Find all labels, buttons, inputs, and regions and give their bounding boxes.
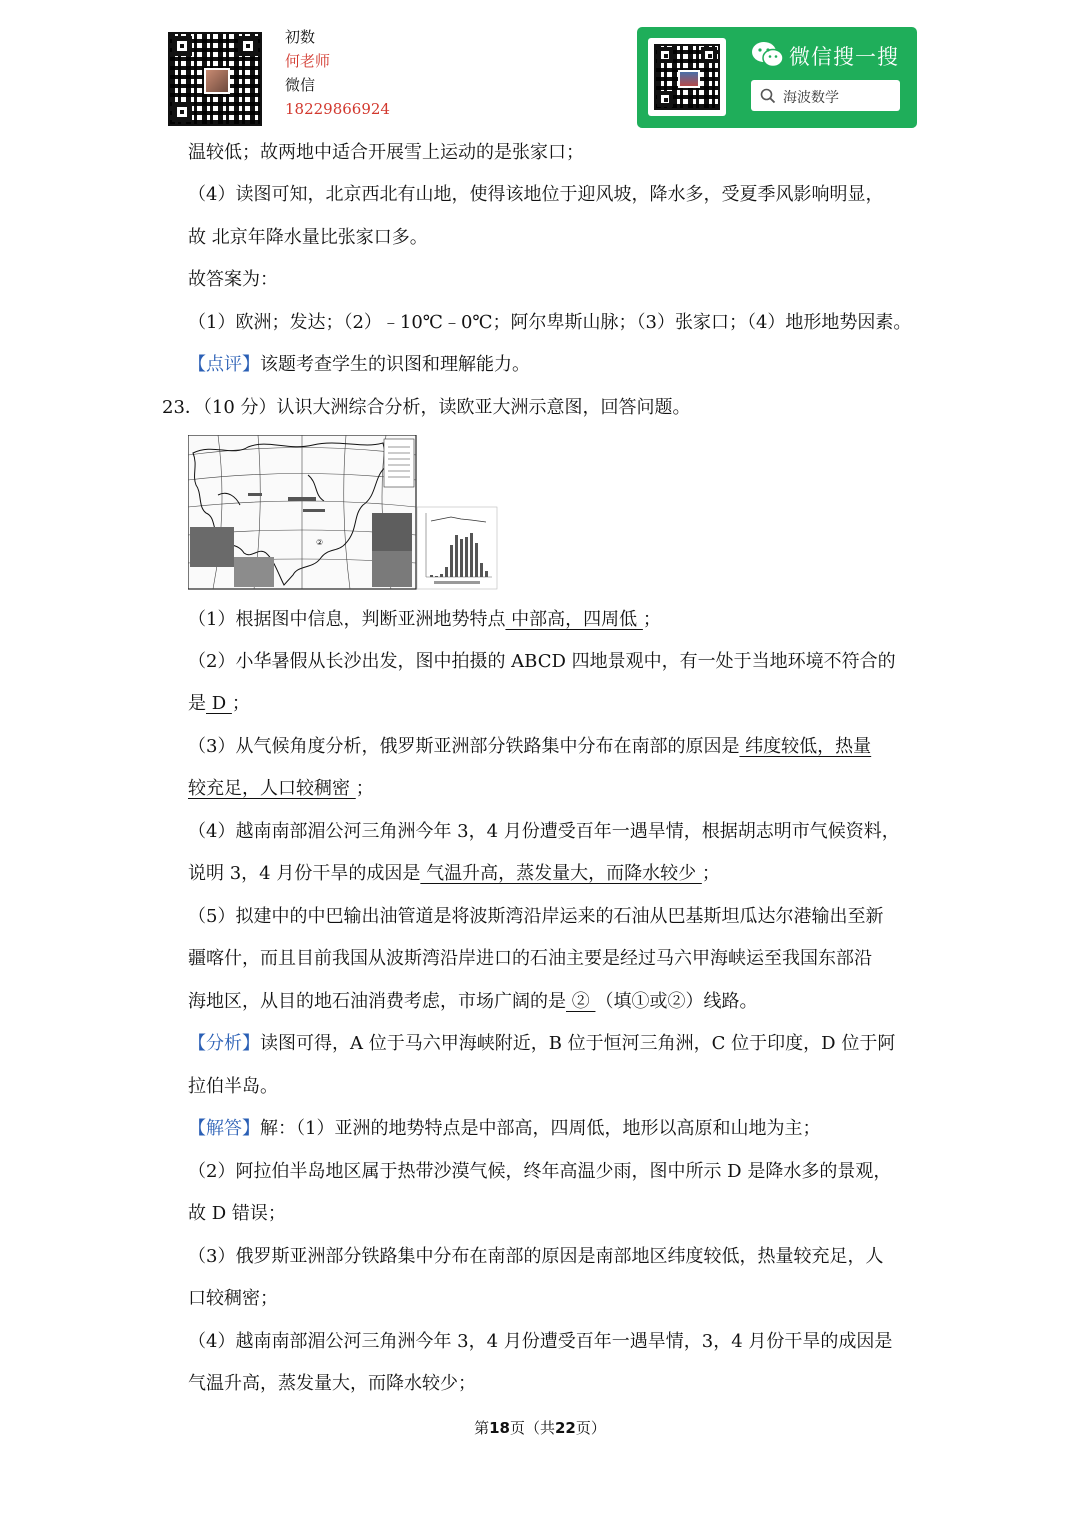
contact-name: 何老师 [285, 52, 331, 70]
sub-question-3-cont: 较充足，人口较稠密 ； [188, 778, 374, 799]
sub-question-2: （2）小华暑假从长沙出发，图中拍摄的 ABCD 四地景观中，有一处于当地环境不符合的 [188, 651, 896, 672]
sub-question-5-cont: 海地区，从目的地石油消费考虑，市场广阔的是 ② （填①或②）线路。 [188, 991, 758, 1012]
qr-finder [172, 36, 192, 56]
sub-question-4: （4）越南南部湄公河三角洲今年 3，4 月份遭受百年一遇旱情，根据胡志明市气候资料， [188, 821, 900, 842]
answer-blank: 较充足，人口较稠密 [188, 778, 356, 799]
wechat-search-card[interactable] [637, 27, 917, 128]
sub-question-5-cont: 疆喀什，而且目前我国从波斯湾沿岸进口的石油主要是经过马六甲海峡运至我国东部沿 [188, 948, 872, 969]
contact-line: 微信 [285, 76, 316, 94]
comment-line [188, 352, 530, 378]
photo-b [234, 557, 274, 587]
photo-d [372, 551, 412, 587]
sub-question-2-cont: 是 D ； [188, 693, 250, 714]
eurasia-map-figure [188, 435, 498, 590]
answer-blank: 气温升高，蒸发量大，而降水较少 [420, 863, 702, 884]
sub-question-1: （1）根据图中信息，判断亚洲地势特点 中部高，四周低 ； [188, 609, 661, 630]
answer-blank: ② [566, 991, 596, 1012]
svg-text:②: ② [316, 538, 324, 547]
contact-phone: 18229866924 [285, 100, 390, 118]
answer-blank: 中部高，四周低 [505, 609, 643, 630]
wechat-qr-code [654, 44, 720, 110]
contact-line: 初数 [285, 28, 316, 46]
question-title: 23．（10 分）认识大洲综合分析，读欧亚大洲示意图，回答问题。 [162, 397, 691, 418]
sub-question-3: （3）从气候角度分析，俄罗斯亚洲部分铁路集中分布在南部的原因是 纬度较低，热量 [188, 736, 872, 757]
comment-tag: 【点评】 [188, 354, 260, 375]
comment-text: 该题考查学生的识图和理解能力。 [260, 354, 530, 375]
analysis-tag: 【分析】 [188, 1033, 260, 1054]
sub-question-4-cont: 说明 3，4 月份干旱的成因是 气温升高，蒸发量大，而降水较少 ； [188, 863, 720, 884]
search-icon [760, 88, 776, 104]
wechat-search-box[interactable] [751, 80, 900, 111]
contact-block [285, 25, 390, 121]
answer-line: 故 D 错误； [188, 1203, 286, 1224]
wechat-search-title: 微信搜一搜 [789, 45, 899, 69]
answer-line: 口较稠密； [188, 1288, 278, 1309]
analysis-line: 【分析】读图可得，A 位于马六甲海峡附近，B 位于恒河三角洲，C 位于印度，D 位于阿 [188, 1033, 896, 1054]
photo-a [190, 527, 234, 567]
answer-line: 【解答】解：（1）亚洲的地势特点是中部高，四周低，地形以高原和山地为主； [188, 1118, 821, 1139]
climate-chart-caption [434, 581, 480, 584]
qr-finder [172, 102, 192, 122]
text-line: 故 北京年降水量比张家口多。 [188, 227, 428, 248]
map-legend-box [384, 439, 414, 487]
text-line: （1）欧洲；发达；（2）﹣10℃﹣0℃；阿尔卑斯山脉；（3）张家口；（4）地形地势因素。 [188, 312, 912, 333]
answer-line: （4）越南南部湄公河三角洲今年 3，4 月份遭受百年一遇旱情，3，4 月份干旱的成因是 [188, 1331, 893, 1352]
sub-question-5: （5）拟建中的中巴输出油管道是将波斯湾沿岸运来的石油从巴基斯坦瓜达尔港输出至新 [188, 906, 884, 927]
page-footer: 第18页（共22页） [474, 1419, 606, 1437]
answer-blank: D [206, 693, 232, 714]
wechat-qr-container [648, 38, 726, 116]
wechat-search-text: 海波数学 [783, 90, 839, 106]
text-line: 温较低；故两地中适合开展雪上运动的是张家口； [188, 142, 584, 163]
answer-line: 气温升高，蒸发量大，而降水较少； [188, 1373, 476, 1394]
analysis-line: 拉伯半岛。 [188, 1076, 278, 1097]
answer-line: （3）俄罗斯亚洲部分铁路集中分布在南部的原因是南部地区纬度较低，热量较充足，人 [188, 1246, 884, 1267]
text-line: 故答案为： [188, 269, 278, 290]
page-number: 18 [489, 1419, 510, 1437]
answer-line: （2）阿拉伯半岛地区属于热带沙漠气候，终年高温少雨，图中所示 D 是降水多的景观， [188, 1161, 892, 1182]
text-line: （4）读图可知，北京西北有山地，使得该地位于迎风坡，降水多，受夏季风影响明显， [188, 184, 884, 205]
qr-code [168, 32, 262, 126]
page-total: 22 [555, 1419, 576, 1437]
photo-c [372, 513, 412, 551]
answer-tag: 【解答】 [188, 1118, 260, 1139]
answer-blank: 纬度较低，热量 [739, 736, 872, 757]
qr-finder [238, 36, 258, 56]
avatar [204, 68, 230, 94]
wechat-logo-icon [751, 41, 785, 69]
